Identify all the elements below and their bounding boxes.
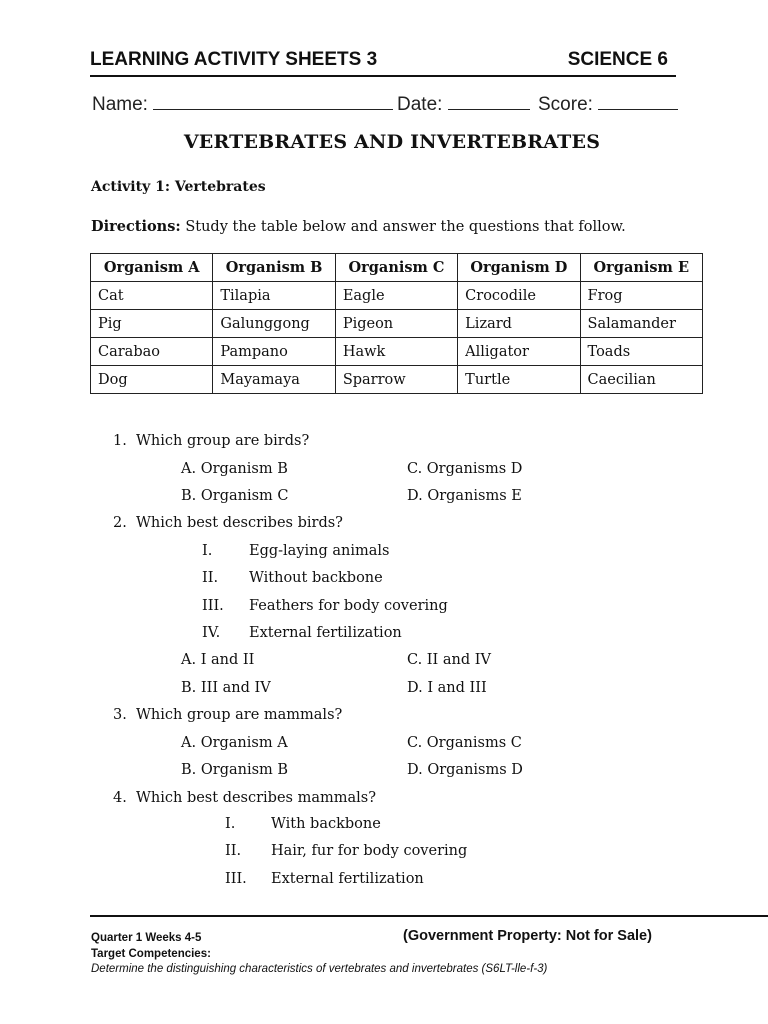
table-cell: Galunggong — [213, 310, 335, 338]
choice-b[interactable]: B. Organism C — [181, 488, 289, 504]
table-cell: Frog — [580, 282, 702, 310]
question-text: Which group are birds? — [136, 433, 310, 449]
date-label: Date: — [397, 94, 443, 115]
activity-heading: Activity 1: Vertebrates — [91, 179, 266, 195]
choice-d[interactable]: D. Organisms E — [407, 488, 522, 504]
table-cell: Tilapia — [213, 282, 335, 310]
column-header: Organism D — [458, 254, 580, 282]
table-cell: Toads — [580, 338, 702, 366]
table-row — [91, 282, 703, 310]
sheet-header — [90, 47, 676, 77]
name-blank[interactable] — [153, 92, 393, 110]
table-cell: Caecilian — [580, 366, 702, 394]
statement-text: Feathers for body covering — [249, 598, 448, 614]
statement-text: Without backbone — [249, 570, 383, 586]
table-cell: Pig — [91, 310, 213, 338]
question-text: Which best describes birds? — [136, 515, 343, 531]
table-cell: Eagle — [335, 282, 457, 310]
choice-d[interactable]: D. I and III — [407, 680, 487, 696]
table-cell: Pigeon — [335, 310, 457, 338]
table-cell: Carabao — [91, 338, 213, 366]
statement-text: External fertilization — [249, 625, 402, 641]
statement-text: With backbone — [271, 816, 381, 832]
name-label: Name: — [92, 94, 148, 115]
column-header: Organism E — [580, 254, 702, 282]
statement-text: Hair, fur for body covering — [271, 843, 468, 859]
question-number: 2. — [113, 515, 127, 531]
statement-number: IV. — [202, 625, 221, 641]
table-cell: Crocodile — [458, 282, 580, 310]
date-field[interactable] — [397, 92, 530, 116]
directions — [91, 218, 626, 235]
choice-c[interactable]: C. Organisms C — [407, 735, 522, 751]
choice-b[interactable]: B. Organism B — [181, 762, 289, 778]
page-title: VERTEBRATES AND INVERTEBRATES — [183, 131, 601, 153]
choice-c[interactable]: C. II and IV — [407, 652, 491, 668]
choice-a[interactable]: A. I and II — [181, 652, 255, 668]
score-field[interactable] — [538, 92, 678, 116]
choice-c[interactable]: C. Organisms D — [407, 461, 523, 477]
statement-number: III. — [225, 871, 247, 887]
organism-table — [90, 253, 703, 394]
statement-text: External fertilization — [271, 871, 424, 887]
table-cell: Sparrow — [335, 366, 457, 394]
statement-number: II. — [202, 570, 219, 586]
column-header: Organism B — [213, 254, 335, 282]
competencies-label: Target Competencies: — [91, 948, 211, 960]
subject-label: SCIENCE 6 — [567, 49, 668, 70]
statement-text: Egg-laying animals — [249, 543, 390, 559]
directions-label: Directions: — [91, 218, 181, 235]
table-cell: Turtle — [458, 366, 580, 394]
question-number: 4. — [113, 790, 127, 806]
question-number: 3. — [113, 707, 127, 723]
table-cell: Mayamaya — [213, 366, 335, 394]
footer-divider — [90, 915, 768, 917]
date-blank[interactable] — [448, 92, 530, 110]
table-cell: Lizard — [458, 310, 580, 338]
competency-text: Determine the distinguishing characteristics of vertebrates and invertebrates (S6LT-lle-f-3) — [91, 963, 548, 975]
score-blank[interactable] — [598, 92, 678, 110]
column-header: Organism A — [91, 254, 213, 282]
statement-number: II. — [225, 843, 242, 859]
government-property-note: (Government Property: Not for Sale) — [403, 928, 652, 944]
question-text: Which best describes mammals? — [136, 790, 376, 806]
name-field[interactable] — [92, 92, 393, 116]
table-cell: Salamander — [580, 310, 702, 338]
table-row — [91, 310, 703, 338]
table-row — [91, 338, 703, 366]
table-cell: Cat — [91, 282, 213, 310]
table-cell: Dog — [91, 366, 213, 394]
table-cell: Pampano — [213, 338, 335, 366]
choice-b[interactable]: B. III and IV — [181, 680, 271, 696]
score-label: Score: — [538, 94, 593, 115]
column-header: Organism C — [335, 254, 457, 282]
statement-number: I. — [225, 816, 236, 832]
question-text: Which group are mammals? — [136, 707, 343, 723]
table-cell: Hawk — [335, 338, 457, 366]
directions-text: Study the table below and answer the questions that follow. — [180, 219, 626, 235]
statement-number: I. — [202, 543, 213, 559]
table-row — [91, 366, 703, 394]
question-number: 1. — [113, 433, 127, 449]
table-header-row — [91, 254, 703, 282]
table-cell: Alligator — [458, 338, 580, 366]
sheet-title: LEARNING ACTIVITY SHEETS 3 — [90, 49, 378, 70]
choice-d[interactable]: D. Organisms D — [407, 762, 523, 778]
choice-a[interactable]: A. Organism B — [181, 461, 288, 477]
choice-a[interactable]: A. Organism A — [181, 735, 288, 751]
quarter-label: Quarter 1 Weeks 4-5 — [91, 932, 202, 944]
statement-number: III. — [202, 598, 224, 614]
